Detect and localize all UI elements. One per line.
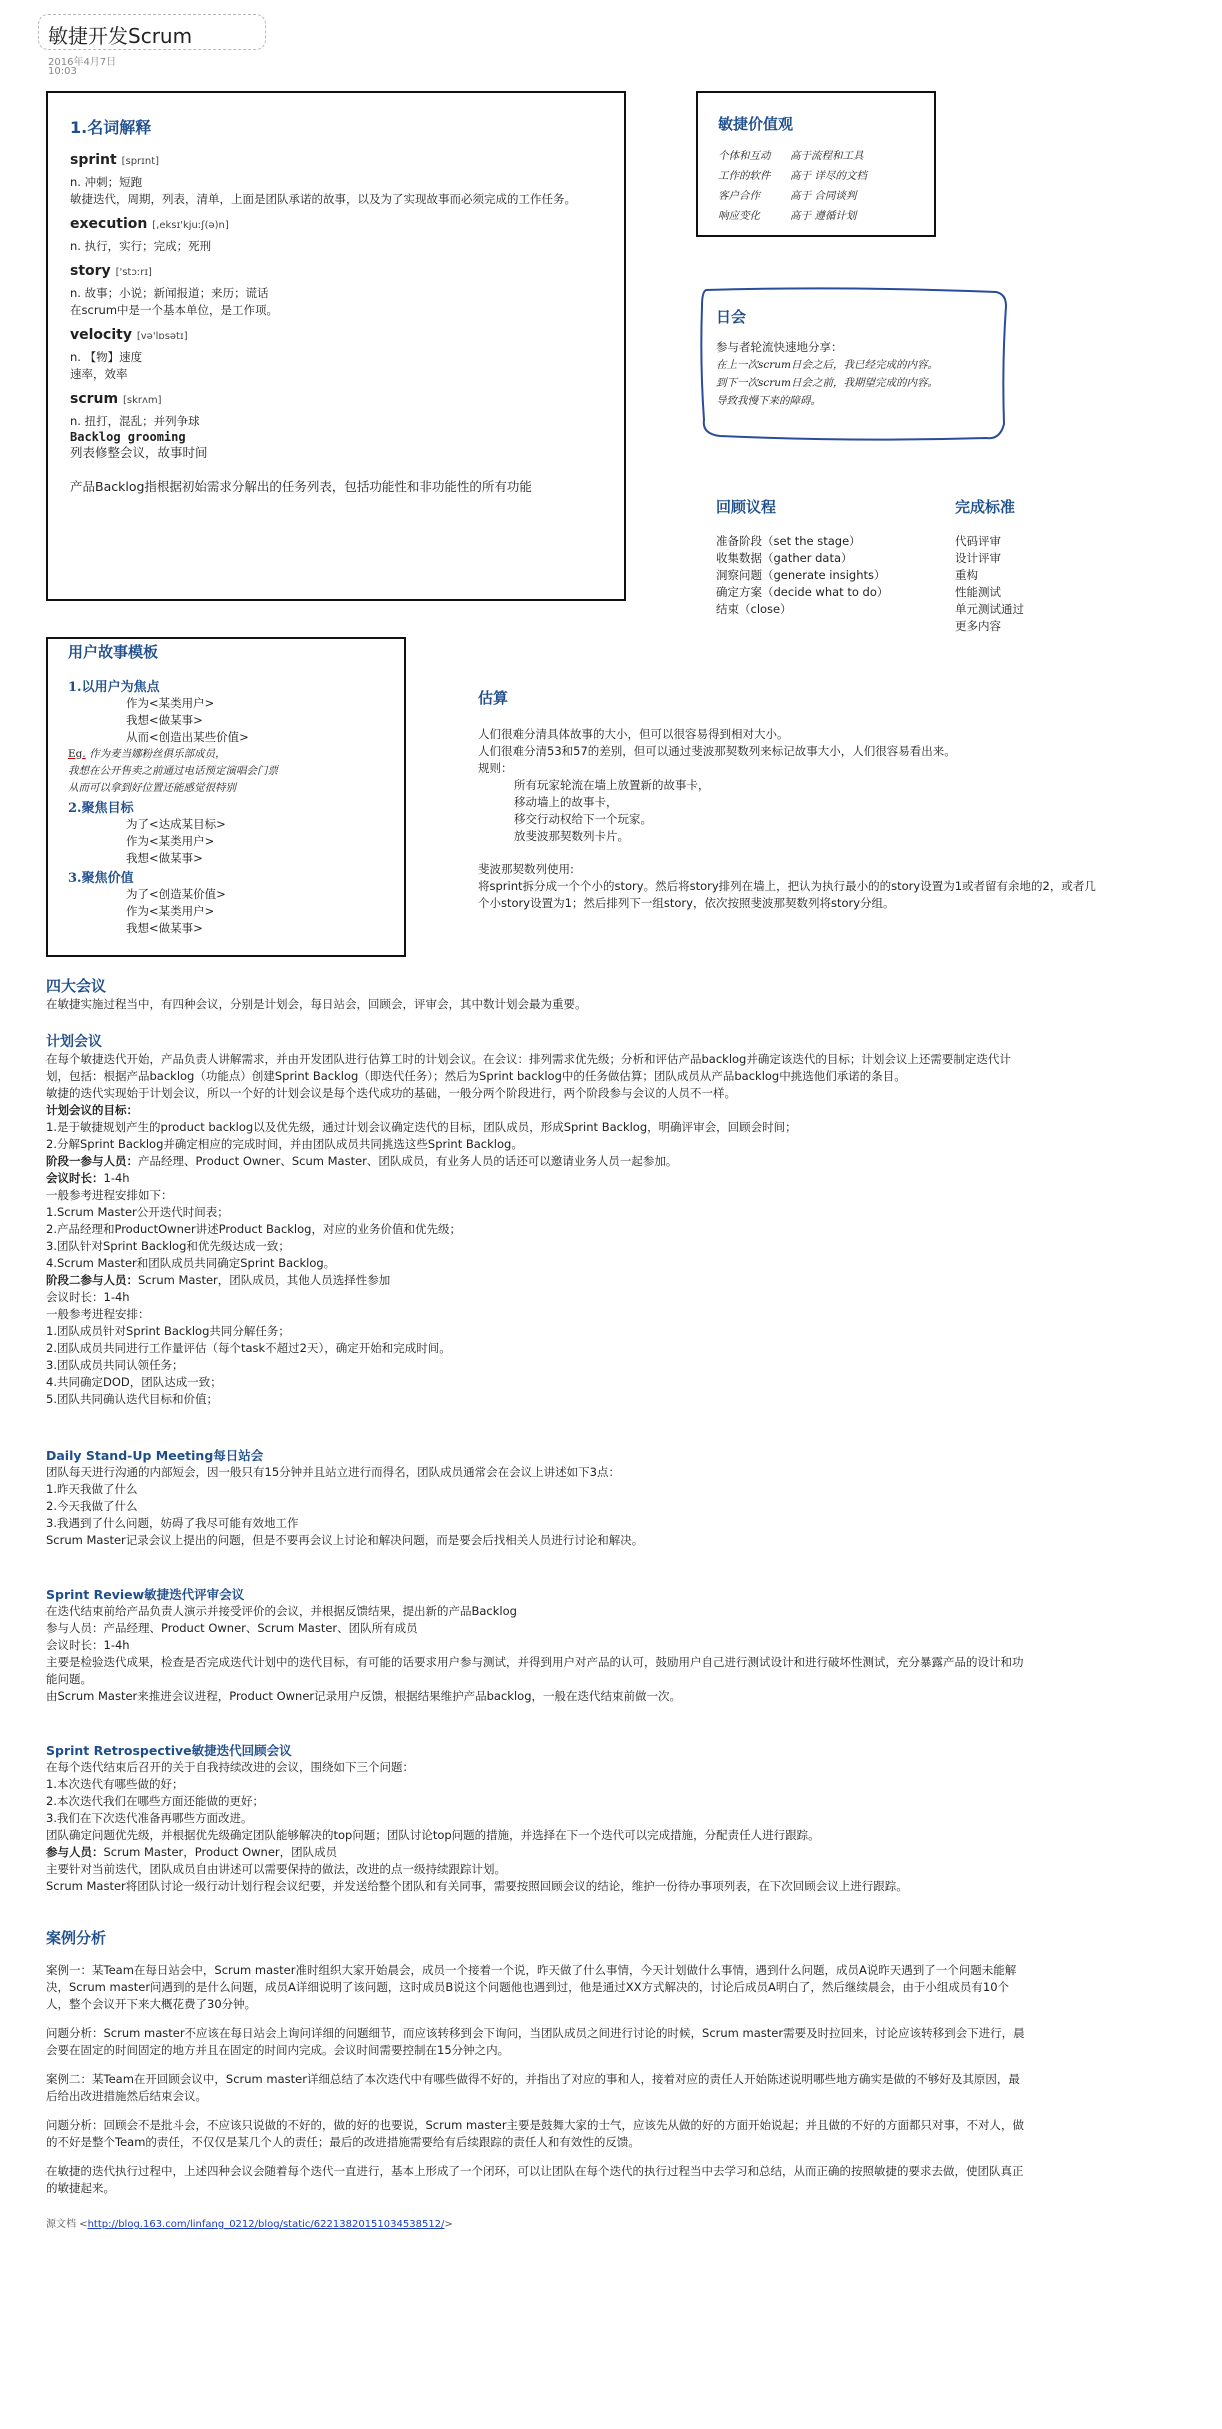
story-example [68, 746, 398, 797]
planning-goal-2: 2.分解Sprint Backlog并确定相应的完成时间，并由团队成员共同挑选这些Sprint Backlog。 [46, 1137, 523, 1151]
agenda2-item: 5.团队共同确认迭代目标和价值； [46, 1392, 218, 1406]
estimate-rules [478, 777, 1098, 845]
planning-p1: 在每个敏捷迭代开始，产品负责人讲解需求，并由开发团队进行估算工时的计划会议。在会议：排列需求优先级；分析和评估产品backlog并确定该迭代的目标；计划会议上还需要制定迭代计划，包括：根据产品backlog（功能点）创建Sprint Backlog（即迭代任务）；然后为Sprint backlog中的任务做估算；团队成员从产品backlog中挑选他们承诺的条目。 [46, 1052, 1011, 1083]
example-lines [68, 748, 278, 794]
review-line: 在迭代结束前给产品负责人演示并接受评价的会议，并根据反馈结果，提出新的产品Backlog [46, 1604, 517, 1618]
done-criteria [955, 496, 1024, 635]
term-definition: n. 故事；小说；新闻报道；来历；谎话 [70, 286, 269, 300]
done-item: 更多内容 [955, 619, 1001, 633]
story-focus-value-lines [68, 886, 398, 937]
term-word: sprint [70, 152, 117, 168]
retro-agenda-item: 洞察问题（generate insights） [716, 568, 886, 582]
case-paras [46, 1962, 1026, 2197]
value-left: 客户合作 [718, 190, 760, 202]
term-phonetic: [,eksɪ'kjuːʃ(ə)n] [152, 220, 229, 231]
agenda2-item: 4.共同确定DOD，团队达成一致； [46, 1375, 222, 1389]
glossary-term [70, 152, 600, 168]
term-definition: n. 扭打，混乱；并列争球 [70, 414, 200, 428]
standup-note: Scrum Master记录会议上提出的问题，但是不要再会议上讨论和解决问题，而是要会后找相关人员进行讨论和解决。 [46, 1533, 644, 1547]
case-paragraph: 问题分析：回顾会不是批斗会，不应该只说做的不好的，做的好的也要说，Scrum master主要是鼓舞大家的士气，应该先从做的好的方面开始说起；并且做的不好的方面都只对事，不对人，做的不好是整个Team的责任，不仅仅是某几个人的责任；最后的改进措施需要给有后续跟踪的责任人和有效性的反馈。 [46, 2118, 1025, 2149]
done-list [955, 533, 1024, 635]
review-line: 参与人员：产品经理、Product Owner、Scrum Master、团队所有成员 [46, 1621, 418, 1635]
done-item: 代码评审 [955, 534, 1001, 548]
retro-p1: 团队确定问题优先级，并根据优先级确定团队能够解决的top问题；团队讨论top问题的措施，并选择在下一个迭代可以完成措施，分配责任人进行跟踪。 [46, 1828, 820, 1842]
done-item: 重构 [955, 568, 978, 582]
estimate-rule: 移动墙上的故事卡， [514, 795, 618, 809]
phase1-people: 产品经理、Product Owner、Scum Master、团队成员，有业务人员的话还可以邀请业务人员一起参加。 [138, 1154, 678, 1168]
term-word: velocity [70, 327, 132, 343]
story-line: 作为<某类用户> [126, 696, 215, 710]
story-focus-user: 1.以用户为焦点 [68, 680, 160, 695]
review-line: 主要是检验迭代成果，检查是否完成迭代计划中的迭代目标，有可能的话要求用户参与测试，并得到用户对产品的认可，鼓励用户自己进行测试设计和进行破坏性测试，充分暴露产品的设计和功能问题。 [46, 1655, 1024, 1686]
value-row [718, 206, 867, 226]
agenda2-list [46, 1323, 1026, 1408]
retro-agenda-heading: 回顾议程 [716, 498, 777, 516]
case-paragraph: 在敏捷的迭代执行过程中，上述四种会议会随着每个迭代一直进行，基本上形成了一个闭环，可以让团队在每个迭代的执行过程当中去学习和总结，从而正确的按照敏捷的要求去做，使团队真正的敏捷起来。 [46, 2164, 1024, 2195]
done-item: 设计评审 [955, 551, 1001, 565]
value-row [718, 146, 867, 166]
retro-agenda-item: 收集数据（gather data） [716, 551, 853, 565]
four-meetings-intro: 在敏捷实施过程当中，有四种会议，分别是计划会，每日站会，回顾会，评审会，其中数计划会最为重要。 [46, 997, 587, 1011]
term-word: scrum [70, 391, 119, 407]
retro-intro: 在每个迭代结束后召开的关于自我持续改进的会议，围绕如下三个问题： [46, 1760, 414, 1774]
value-right: 高于 遵循计划 [790, 210, 857, 222]
source-close: > [444, 2219, 453, 2230]
glossary-heading: 1.名词解释 [70, 118, 152, 137]
agenda-item: 4.Scrum Master和团队成员共同确定Sprint Backlog。 [46, 1256, 336, 1270]
story-line: 为了<达成某目标> [126, 817, 226, 831]
story-line: 作为<某类用户> [126, 904, 215, 918]
term-definition: 速率，效率 [70, 367, 128, 381]
meetings-section [46, 975, 1026, 2230]
term-word: execution [70, 216, 148, 232]
value-right: 高于流程和工具 [790, 150, 864, 162]
estimate-line: 人们很难分清具体故事的大小，但可以很容易得到相对大小。 [478, 727, 789, 741]
values-list [718, 146, 867, 226]
estimate-rule: 移交行动权给下一个玩家。 [514, 812, 652, 826]
fib-heading: 斐波那契数列使用: [478, 862, 574, 876]
example-line: 作为麦当娜粉丝俱乐部成员， [89, 748, 226, 760]
review-line: 由Scrum Master来推进会议进程，Product Owner记录用户反馈，根据结果维护产品backlog，一般在迭代结束前做一次。 [46, 1689, 681, 1703]
retro-question: 2.本次迭代我们在哪些方面还能做的更好； [46, 1794, 264, 1808]
story-line: 为了<创造某价值> [126, 887, 226, 901]
case-paragraph: 案例二：某Team在开回顾会议中，Scrum master详细总结了本次迭代中有哪些做得不好的，并指出了对应的事和人，接着对应的责任人开始陈述说明哪些地方确实是做的不够好及其原因，最后给出改进措施然后结束会议。 [46, 2072, 1020, 2103]
value-right: 高于 合同谈判 [790, 190, 857, 202]
daily-lines [716, 356, 1006, 410]
phase2-people: Scrum Master，团队成员，其他人员选择性参加 [138, 1273, 391, 1287]
glossary-box [46, 91, 626, 601]
review-lines [46, 1603, 1026, 1705]
story-line: 我想<做某事> [126, 921, 203, 935]
value-row [718, 186, 867, 206]
planning-p2: 敏捷的迭代实现始于计划会议，所以一个好的计划会议是每个迭代成功的基础，一般分两个阶段进行，两个阶段参与会议的人员不一样。 [46, 1086, 736, 1100]
page-time: 10:03 [48, 66, 77, 77]
agenda-item: 3.团队针对Sprint Backlog和优先级达成一致； [46, 1239, 290, 1253]
estimate-lines [478, 726, 1098, 777]
standup-points [46, 1481, 1026, 1532]
planning-goal-1: 1.是于敏捷规划产生的product backlog以及优先级，通过计划会议确定迭代的目标，团队成员，形成Sprint Backlog，明确评审会，回顾会时间； [46, 1120, 797, 1134]
story-template-box [46, 637, 406, 957]
values-box [696, 91, 936, 237]
case-paragraph: 案例一：某Team在每日站会中，Scrum master准时组织大家开始晨会，成员一个接着一个说，昨天做了什么事情，今天计划做什么事情，遇到什么问题，成员A说昨天遇到了一个问题未能解决，Scrum master问遇到的是什么问题，成员A详细说明了该问题，这时成员B说这个问题他也遇到过，他是通过XX方式解决的，讨论后成员A明白了，然后继续晨会，由于小组成员有10个人，整个会议开下来大概花费了30分钟。 [46, 1963, 1017, 2011]
agenda-list [46, 1204, 1026, 1272]
glossary-term [70, 391, 600, 407]
value-left: 个体和互动 [718, 150, 771, 162]
standup-point: 2.今天我做了什么 [46, 1499, 138, 1513]
review-line: 会议时长：1-4h [46, 1638, 130, 1652]
daily-line: 导致我慢下来的障碍。 [716, 395, 821, 407]
source-link[interactable]: http://blog.163.com/linfang_0212/blog/static/62213820151034538512/ [87, 2219, 445, 2230]
value-row [718, 166, 867, 186]
retro-questions [46, 1776, 1026, 1827]
retro-agenda-item: 结束（close） [716, 602, 792, 616]
glossary-list [70, 152, 600, 430]
case-heading: 案例分析 [46, 1929, 107, 1947]
daily-box [716, 306, 1006, 410]
product-backlog-definition: 产品Backlog指根据初始需求分解出的任务列表，包括功能性和非功能性的所有功能 [70, 479, 532, 494]
glossary-term [70, 327, 600, 343]
planning-heading: 计划会议 [46, 1034, 102, 1050]
done-item: 性能测试 [955, 585, 1001, 599]
story-line: 作为<某类用户> [126, 834, 215, 848]
standup-intro: 团队每天进行沟通的内部短会，因一般只有15分钟并且站立进行而得名，团队成员通常会在会议上讲述如下3点： [46, 1465, 620, 1479]
term-phonetic: [və'lɒsətɪ] [136, 331, 188, 342]
daily-heading: 日会 [716, 308, 747, 326]
story-focus-goal-lines [68, 816, 398, 867]
standup-point: 3.我遇到了什么问题，妨碍了我尽可能有效地工作 [46, 1516, 299, 1530]
term-definition: n. 【物】速度 [70, 350, 143, 364]
term-phonetic: [skrʌm] [122, 395, 162, 406]
estimate-rule: 放斐波那契数列卡片。 [514, 829, 629, 843]
agenda-item: 1.Scrum Master公开迭代时间表； [46, 1205, 229, 1219]
daily-line: 在上一次scrum日会之后，我已经完成的内容。 [716, 359, 939, 371]
planning-goals-label: 计划会议的目标： [46, 1103, 138, 1117]
example-line: 从而可以拿到好位置还能感觉很特别 [68, 782, 236, 794]
daily-line: 到下一次scrum日会之前，我期望完成的内容。 [716, 377, 939, 389]
backlog-grooming-desc: 列表修整会议，故事时间 [70, 445, 208, 460]
estimate-section [478, 687, 1098, 912]
term-phonetic: [sprɪnt] [121, 156, 160, 167]
story-line: 我想<做某事> [126, 851, 203, 865]
term-word: story [70, 263, 111, 279]
estimate-line: 规则： [478, 761, 513, 775]
retro-agenda-item: 准备阶段（set the stage） [716, 534, 861, 548]
duration2: 会议时长：1-4h [46, 1290, 130, 1304]
term-definition: n. 执行，实行；完成；死刑 [70, 239, 212, 253]
retro-agenda [716, 496, 888, 618]
example-label: Eg. [68, 748, 86, 760]
done-heading: 完成标准 [955, 498, 1016, 516]
daily-intro: 参与者轮流快速地分享： [716, 340, 843, 354]
duration-label: 会议时长： [46, 1171, 104, 1185]
page-title[interactable]: 敏捷开发Scrum [48, 24, 193, 48]
phase2-label: 阶段二参与人员： [46, 1273, 138, 1287]
retro-people-label: 参与人员： [46, 1845, 104, 1859]
backlog-grooming-term: Backlog grooming [70, 430, 186, 444]
review-heading: Sprint Review敏捷迭代评审会议 [46, 1587, 245, 1602]
duration-value: 1-4h [103, 1171, 130, 1185]
retro-agenda-list [716, 533, 888, 618]
story-line: 我想<做某事> [126, 713, 203, 727]
retro-p3: Scrum Master将团队讨论一级行动计划行程会议纪要，并发送给整个团队和有关同事，需要按照回顾会议的结论，维护一份待办事项列表，在下次回顾会议上进行跟踪。 [46, 1879, 908, 1893]
story-line: 从而<创造出某些价值> [126, 730, 249, 744]
estimate-rule: 所有玩家轮流在墙上放置新的故事卡， [514, 778, 710, 792]
value-left: 响应变化 [718, 210, 760, 222]
estimate-line: 人们很难分清53和57的差别，但可以通过斐波那契数列来标记故事大小，人们很容易看出来。 [478, 744, 956, 758]
glossary-term [70, 263, 600, 279]
glossary-term [70, 216, 600, 232]
term-phonetic: ['stɔːrɪ] [115, 267, 152, 278]
retro-heading: Sprint Retrospective敏捷迭代回顾会议 [46, 1743, 292, 1758]
story-focus-goal: 2.聚焦目标 [68, 801, 134, 816]
standup-point: 1.昨天我做了什么 [46, 1482, 138, 1496]
agenda2-item: 2.团队成员共同进行工作量评估（每个task不超过2天），确定开始和完成时间。 [46, 1341, 451, 1355]
agenda-label: 一般参考进程安排如下： [46, 1188, 173, 1202]
phase1-label: 阶段一参与人员： [46, 1154, 138, 1168]
case-paragraph: 问题分析：Scrum master不应该在每日站会上询问详细的问题细节，而应该转移到会下询问，当团队成员之间进行讨论的时候，Scrum master需要及时拉回来，讨论应该转移到会下进行，晨会要在固定的时间固定的地方并且在固定的时间内完成。会议时间需要控制在15分钟之内。 [46, 2026, 1025, 2057]
done-item: 单元测试通过 [955, 602, 1024, 616]
estimate-heading: 估算 [478, 689, 509, 707]
story-focus-value: 3.聚焦价值 [68, 871, 134, 886]
retro-question: 1.本次迭代有哪些做的好； [46, 1777, 184, 1791]
fib-text: 将sprint拆分成一个个小的story。然后将story排列在墙上，把认为执行最小的的story设置为1或者留有余地的2，或者几个小story设置为1；然后排列下一组story，依次按照斐波那契数列将story分组。 [478, 879, 1096, 910]
page-date: 2016年4月7日 [48, 57, 117, 68]
agenda2-label: 一般参考进程安排： [46, 1307, 150, 1321]
term-definition: 敏捷迭代，周期，列表，清单，上面是团队承诺的故事，以及为了实现故事而必须完成的工作任务。 [70, 192, 576, 206]
example-line: 我想在公开售卖之前通过电话预定演唱会门票 [68, 765, 278, 777]
story-focus-user-lines [68, 695, 398, 746]
story-template-heading: 用户故事模板 [68, 643, 159, 661]
term-definition: 在scrum中是一个基本单位，是工作项。 [70, 303, 279, 317]
agenda-item: 2.产品经理和ProductOwner讲述Product Backlog，对应的业务价值和优先级； [46, 1222, 461, 1236]
term-definition: n. 冲刺；短跑 [70, 175, 143, 189]
source-line [46, 2215, 1026, 2230]
value-right: 高于 详尽的文档 [790, 170, 867, 182]
value-left: 工作的软件 [718, 170, 771, 182]
agenda2-item: 1.团队成员针对Sprint Backlog共同分解任务； [46, 1324, 290, 1338]
retro-agenda-item: 确定方案（decide what to do） [716, 585, 889, 599]
source-label: 源文档 < [46, 2219, 88, 2230]
four-meetings-heading: 四大会议 [46, 977, 107, 995]
retro-p2: 主要针对当前迭代，团队成员自由讲述可以需要保持的做法，改进的点一级持续跟踪计划。 [46, 1862, 506, 1876]
standup-heading: Daily Stand-Up Meeting每日站会 [46, 1448, 264, 1463]
values-heading: 敏捷价值观 [718, 115, 794, 133]
retro-people: Scrum Master，Product Owner，团队成员 [103, 1845, 338, 1859]
retro-question: 3.我们在下次迭代准备再哪些方面改进。 [46, 1811, 253, 1825]
agenda2-item: 3.团队成员共同认领任务； [46, 1358, 184, 1372]
